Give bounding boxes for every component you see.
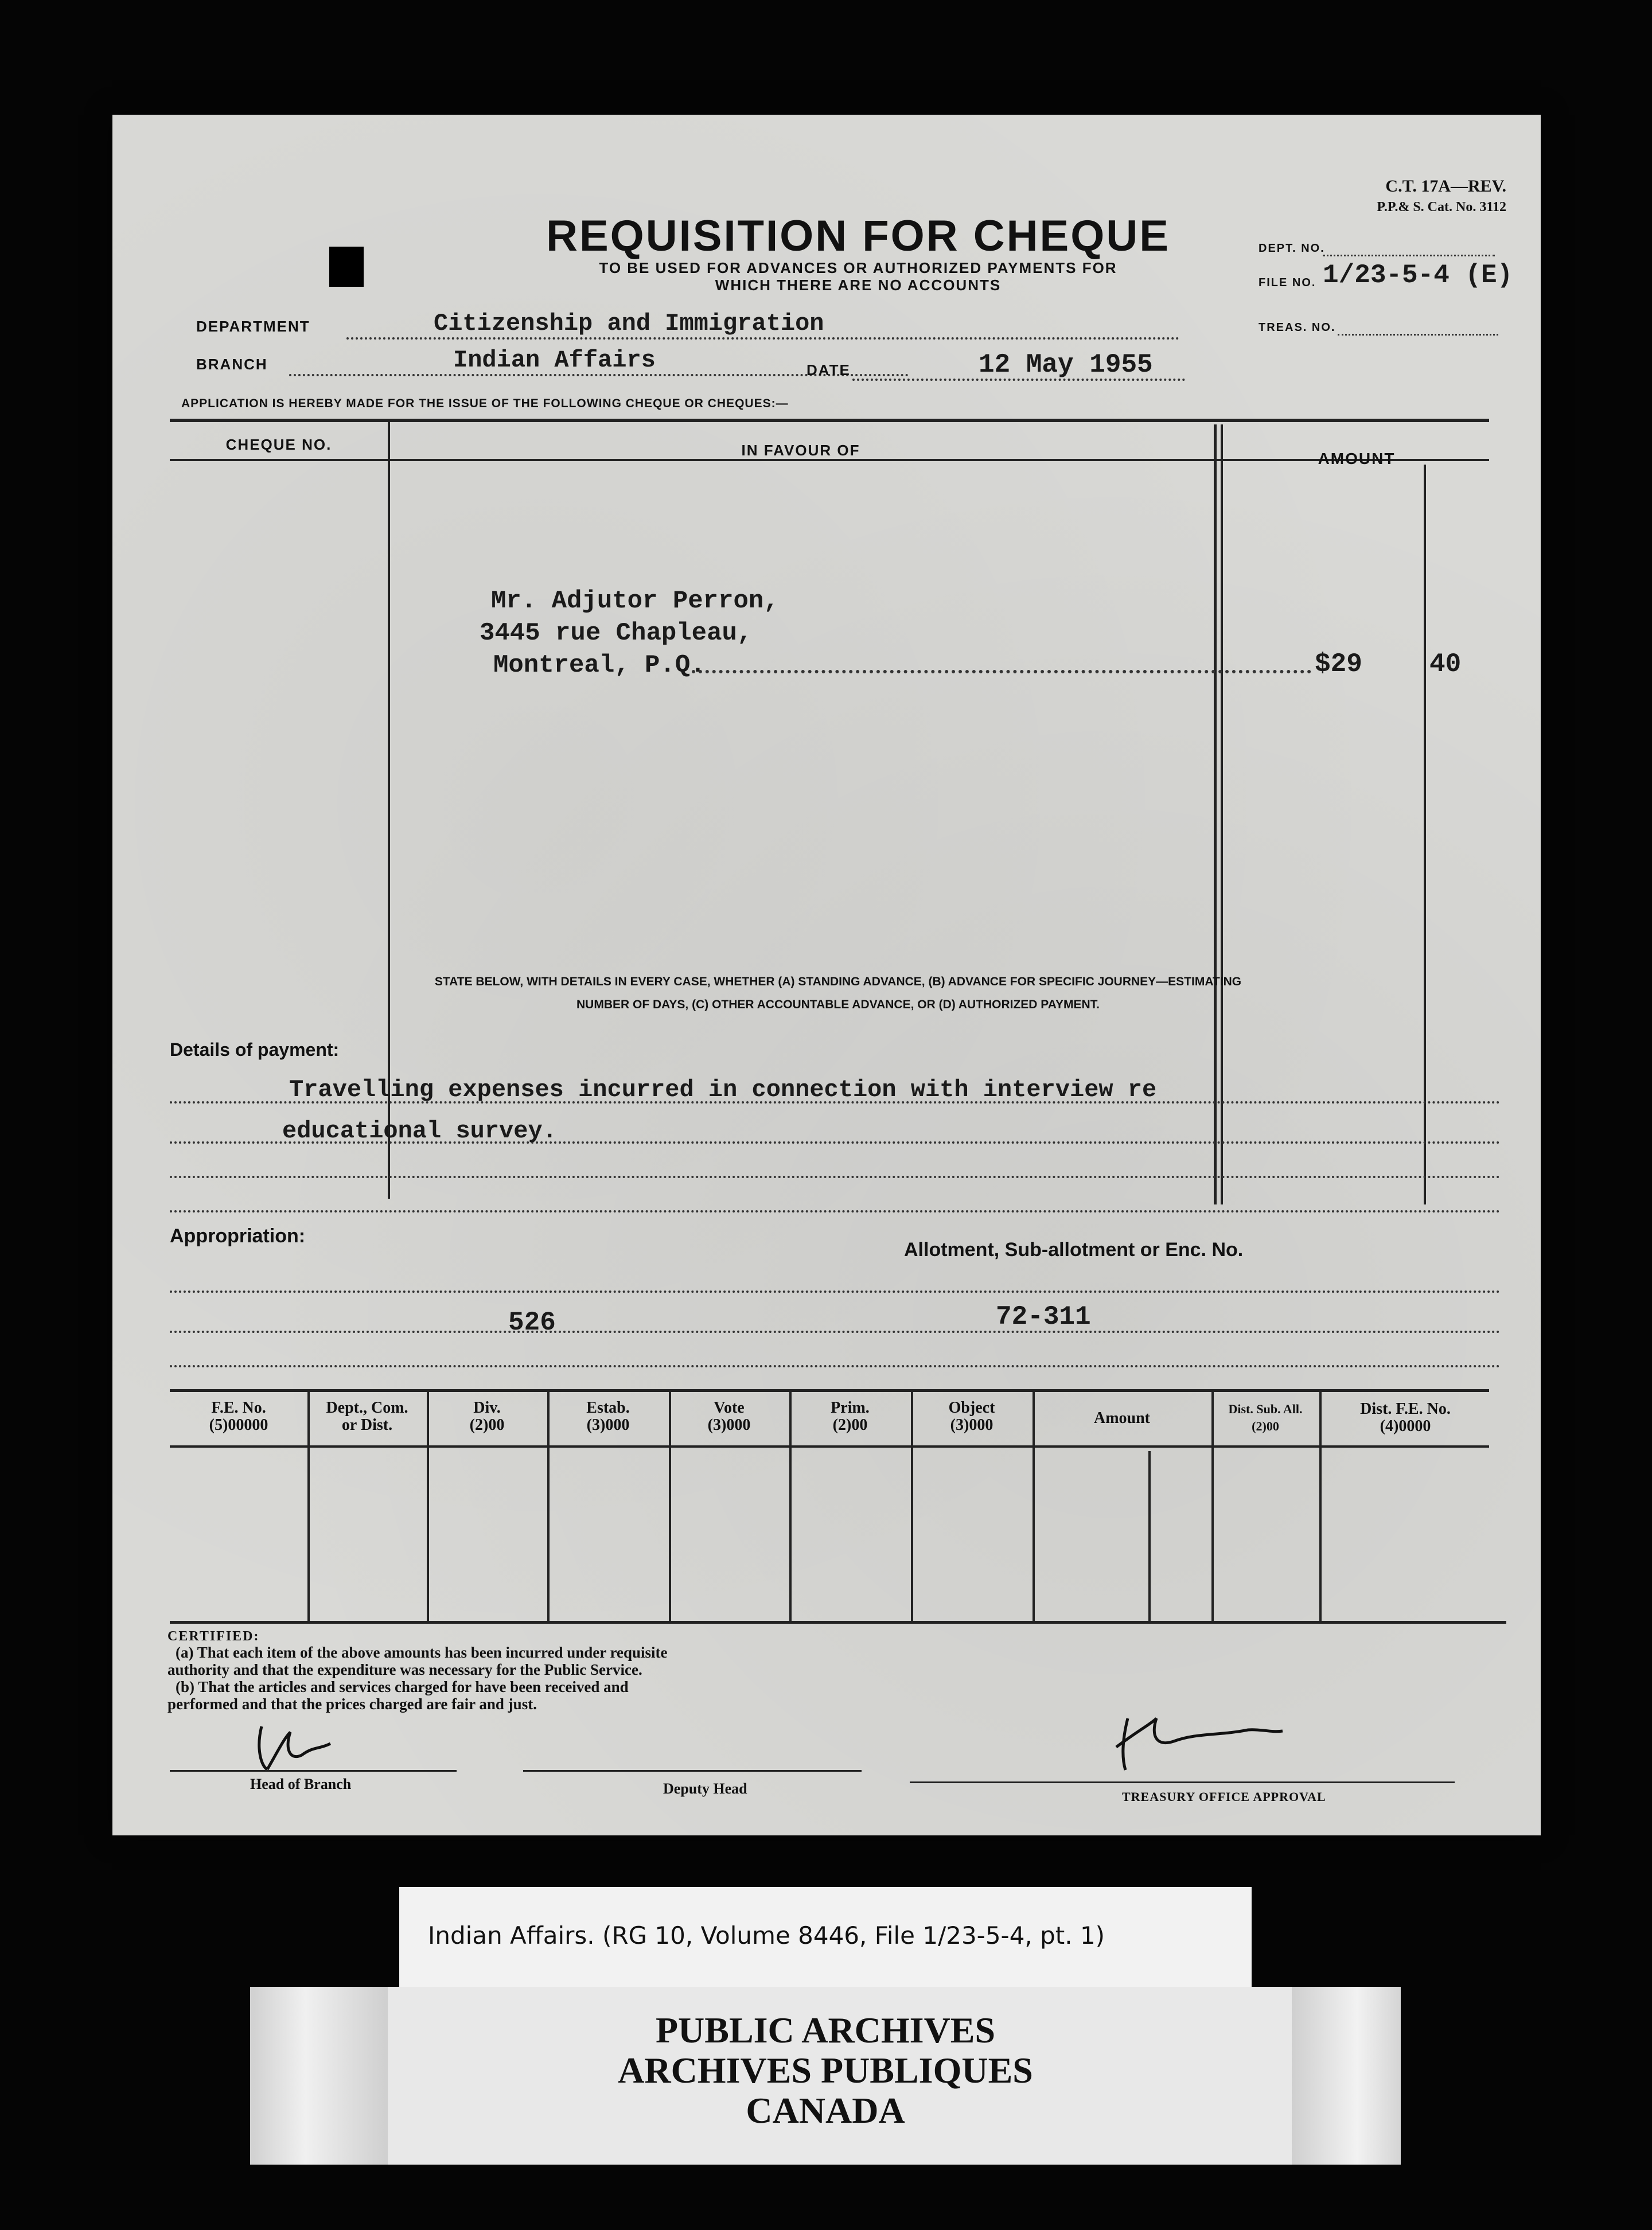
file-no-label: FILE NO. <box>1259 276 1316 289</box>
dept-no-label: DEPT. NO. <box>1259 242 1325 255</box>
coding-header-dist-sub-all: Dist. Sub. All. (2)00 <box>1228 1402 1303 1433</box>
coding-table-top <box>170 1389 1489 1392</box>
department-value: Citizenship and Immigration <box>434 310 824 337</box>
head-of-branch-line <box>170 1770 457 1772</box>
dept-no-line <box>1323 255 1495 256</box>
coding-header-dist-fe-no: Dist. F.E. No. (4)0000 <box>1360 1400 1451 1435</box>
details-line-3 <box>170 1176 1501 1178</box>
details-label: Details of payment: <box>170 1039 340 1060</box>
archive-stamp-line-3: CANADA <box>746 2090 905 2131</box>
application-text: APPLICATION IS HEREBY MADE FOR THE ISSUE OF THE FOLLOWING CHEQUE OR CHEQUES:— <box>181 397 789 410</box>
certified-label: CERTIFIED: <box>167 1629 260 1644</box>
branch-label: BRANCH <box>196 356 268 373</box>
cents-col-divider <box>1424 465 1426 1204</box>
treasury-line <box>910 1781 1455 1783</box>
coding-header-fe-no: F.E. No. (5)00000 <box>209 1399 268 1434</box>
certified-a-2: authority and that the expenditure was necessary for the Public Service. <box>167 1661 642 1678</box>
certified-a-1: (a) That each item of the above amounts has been incurred under requisite <box>176 1644 668 1661</box>
form-title: REQUISITION FOR CHEQUE <box>546 212 1170 260</box>
punch-mark <box>329 247 364 287</box>
appropriation-line-1 <box>170 1291 1501 1293</box>
payee-leader-dots <box>692 670 1311 673</box>
form-subtitle-2: WHICH THERE ARE NO ACCOUNTS <box>715 276 1002 294</box>
details-text-2: educational survey. <box>282 1117 557 1145</box>
treas-no-label: TREAS. NO. <box>1259 321 1336 334</box>
archive-reference-strip <box>399 1887 1252 1990</box>
archive-stamp-strip <box>250 1987 1401 2165</box>
archive-stamp-line-1: PUBLIC ARCHIVES <box>655 2010 996 2050</box>
department-label: DEPARTMENT <box>196 318 310 335</box>
coding-header-amount: Amount <box>1093 1409 1150 1427</box>
appropriation-label: Appropriation: <box>170 1225 306 1247</box>
cheque-no-header: CHEQUE NO. <box>225 436 332 453</box>
amount-dollars: $29 <box>1315 649 1362 679</box>
head-of-branch-label: Head of Branch <box>250 1776 352 1792</box>
head-of-branch-signature <box>250 1715 342 1778</box>
state-below-line-1: STATE BELOW, WITH DETAILS IN EVERY CASE, WHETHER (A) STANDING ADVANCE, (B) ADVANCE FOR SPECIFIC JOURNEY—ESTIMATING <box>434 975 1242 988</box>
treasury-label: TREASURY OFFICE APPROVAL <box>1122 1790 1326 1804</box>
coding-header-div: Div. (2)00 <box>469 1399 505 1434</box>
coding-table-header-line <box>170 1445 1489 1448</box>
details-text-1: Travelling expenses incurred in connection with interview re <box>289 1076 1157 1104</box>
coding-header-object: Object (3)000 <box>948 1399 995 1434</box>
payee-line-3: Montreal, P.Q. <box>493 651 706 680</box>
certified-b-2: performed and that the prices charged are fair and just. <box>167 1695 537 1713</box>
amount-header: AMOUNT <box>1318 450 1396 467</box>
treasury-signature <box>1105 1707 1288 1776</box>
amount-cents: 40 <box>1429 649 1462 679</box>
details-line-4 <box>170 1210 1501 1213</box>
department-line <box>346 337 1179 340</box>
favour-col-divider-2 <box>1221 424 1223 1204</box>
certified-b-1: (b) That the articles and services charged for have been received and <box>176 1678 629 1695</box>
form-cat-number: P.P.& S. Cat. No. 3112 <box>1377 200 1506 215</box>
appropriation-value: 526 <box>508 1308 556 1338</box>
deputy-head-line <box>523 1770 862 1772</box>
payee-line-2: 3445 rue Chapleau, <box>480 619 753 648</box>
treas-no-line <box>1338 334 1498 336</box>
coding-header-vote: Vote (3)000 <box>707 1399 751 1434</box>
requisition-document <box>112 115 1541 1835</box>
cheque-table-top <box>170 419 1489 422</box>
appropriation-line-2 <box>170 1331 1501 1333</box>
payee-line-1: Mr. Adjutor Perron, <box>491 587 779 615</box>
allotment-label: Allotment, Sub-allotment or Enc. No. <box>904 1239 1244 1261</box>
branch-value: Indian Affairs <box>453 346 656 374</box>
coding-header-prim: Prim. (2)00 <box>831 1399 870 1434</box>
state-below-line-2: NUMBER OF DAYS, (C) OTHER ACCOUNTABLE ADVANCE, OR (D) AUTHORIZED PAYMENT. <box>576 998 1100 1011</box>
coding-col-amount-split <box>1148 1451 1151 1621</box>
appropriation-line-3 <box>170 1365 1501 1367</box>
form-subtitle-1: TO BE USED FOR ADVANCES OR AUTHORIZED PAYMENTS FOR <box>599 259 1117 276</box>
archive-reference: Indian Affairs. (RG 10, Volume 8446, File 1/23-5-4, pt. 1) <box>428 1921 1105 1950</box>
file-no-value: 1/23-5-4 (E) <box>1323 260 1513 290</box>
archive-stamp-line-2: ARCHIVES PUBLIQUES <box>618 2050 1033 2091</box>
allotment-value: 72-311 <box>996 1302 1091 1332</box>
form-code: C.T. 17A—REV. <box>1385 177 1506 196</box>
coding-header-dept: Dept., Com. or Dist. <box>326 1399 408 1434</box>
coding-table-bottom <box>170 1621 1506 1624</box>
deputy-head-label: Deputy Head <box>663 1780 747 1797</box>
in-favour-of-header: IN FAVOUR OF <box>741 442 860 459</box>
favour-col-divider <box>1214 424 1217 1204</box>
coding-header-estab: Estab. (3)000 <box>586 1399 630 1434</box>
date-value: 12 May 1955 <box>979 350 1153 380</box>
date-label: DATE <box>806 361 851 379</box>
